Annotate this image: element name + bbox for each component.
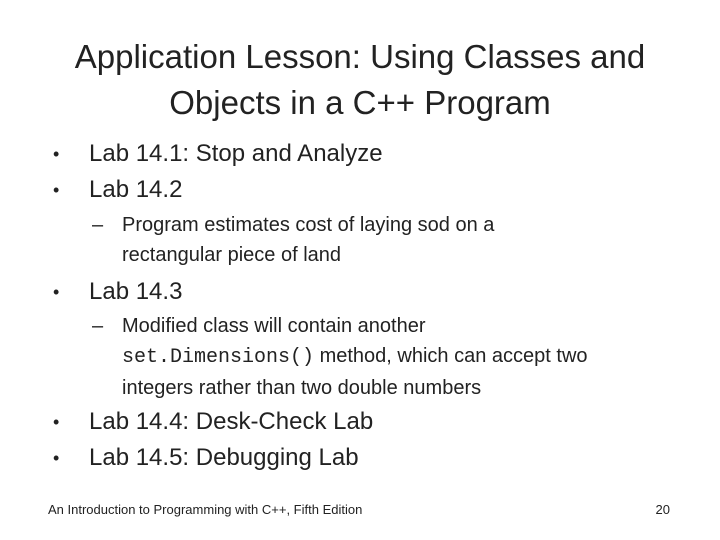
bullet-item bbox=[53, 408, 373, 436]
bullet-item bbox=[53, 176, 182, 204]
sub-bullet-text-rest: method, which can accept two bbox=[314, 345, 588, 367]
sub-bullet-text-line bbox=[122, 341, 692, 373]
sub-bullet-item bbox=[92, 311, 692, 403]
sub-bullet-marker: – bbox=[92, 214, 104, 236]
bullet-marker: • bbox=[53, 448, 60, 468]
bullet-item bbox=[53, 140, 383, 168]
bullet-marker: • bbox=[53, 282, 60, 302]
bullet-marker: • bbox=[53, 412, 60, 432]
bullet-text: Lab 14.3 bbox=[89, 278, 183, 305]
code-snippet: set.Dimensions() bbox=[122, 346, 315, 369]
sub-bullet-text-line: rectangular piece of land bbox=[122, 244, 342, 266]
sub-bullet-text-line: Program estimates cost of laying sod on a bbox=[122, 214, 495, 236]
bullet-text: Lab 14.5: Debugging Lab bbox=[89, 444, 359, 471]
page-number: 20 bbox=[655, 502, 670, 517]
bullet-marker: • bbox=[53, 144, 60, 164]
slide-title bbox=[30, 34, 690, 126]
bullet-marker: • bbox=[53, 180, 60, 200]
sub-bullet-item bbox=[92, 210, 692, 270]
footer-book-title: An Introduction to Programming with C++, Fifth Edition bbox=[48, 502, 363, 517]
sub-bullet-text-line: integers rather than two double numbers bbox=[122, 377, 482, 399]
sub-bullet-marker: – bbox=[92, 315, 104, 337]
bullet-item bbox=[53, 444, 359, 472]
bullet-item bbox=[53, 278, 182, 306]
sub-bullet-text-line: Modified class will contain another bbox=[122, 315, 426, 337]
title-line-1: Application Lesson: Using Classes and bbox=[74, 38, 646, 75]
title-line-2: Objects in a C++ Program bbox=[169, 84, 551, 121]
bullet-text: Lab 14.2 bbox=[89, 176, 183, 203]
bullet-text: Lab 14.4: Desk-Check Lab bbox=[89, 408, 374, 435]
bullet-text: Lab 14.1: Stop and Analyze bbox=[89, 140, 383, 167]
